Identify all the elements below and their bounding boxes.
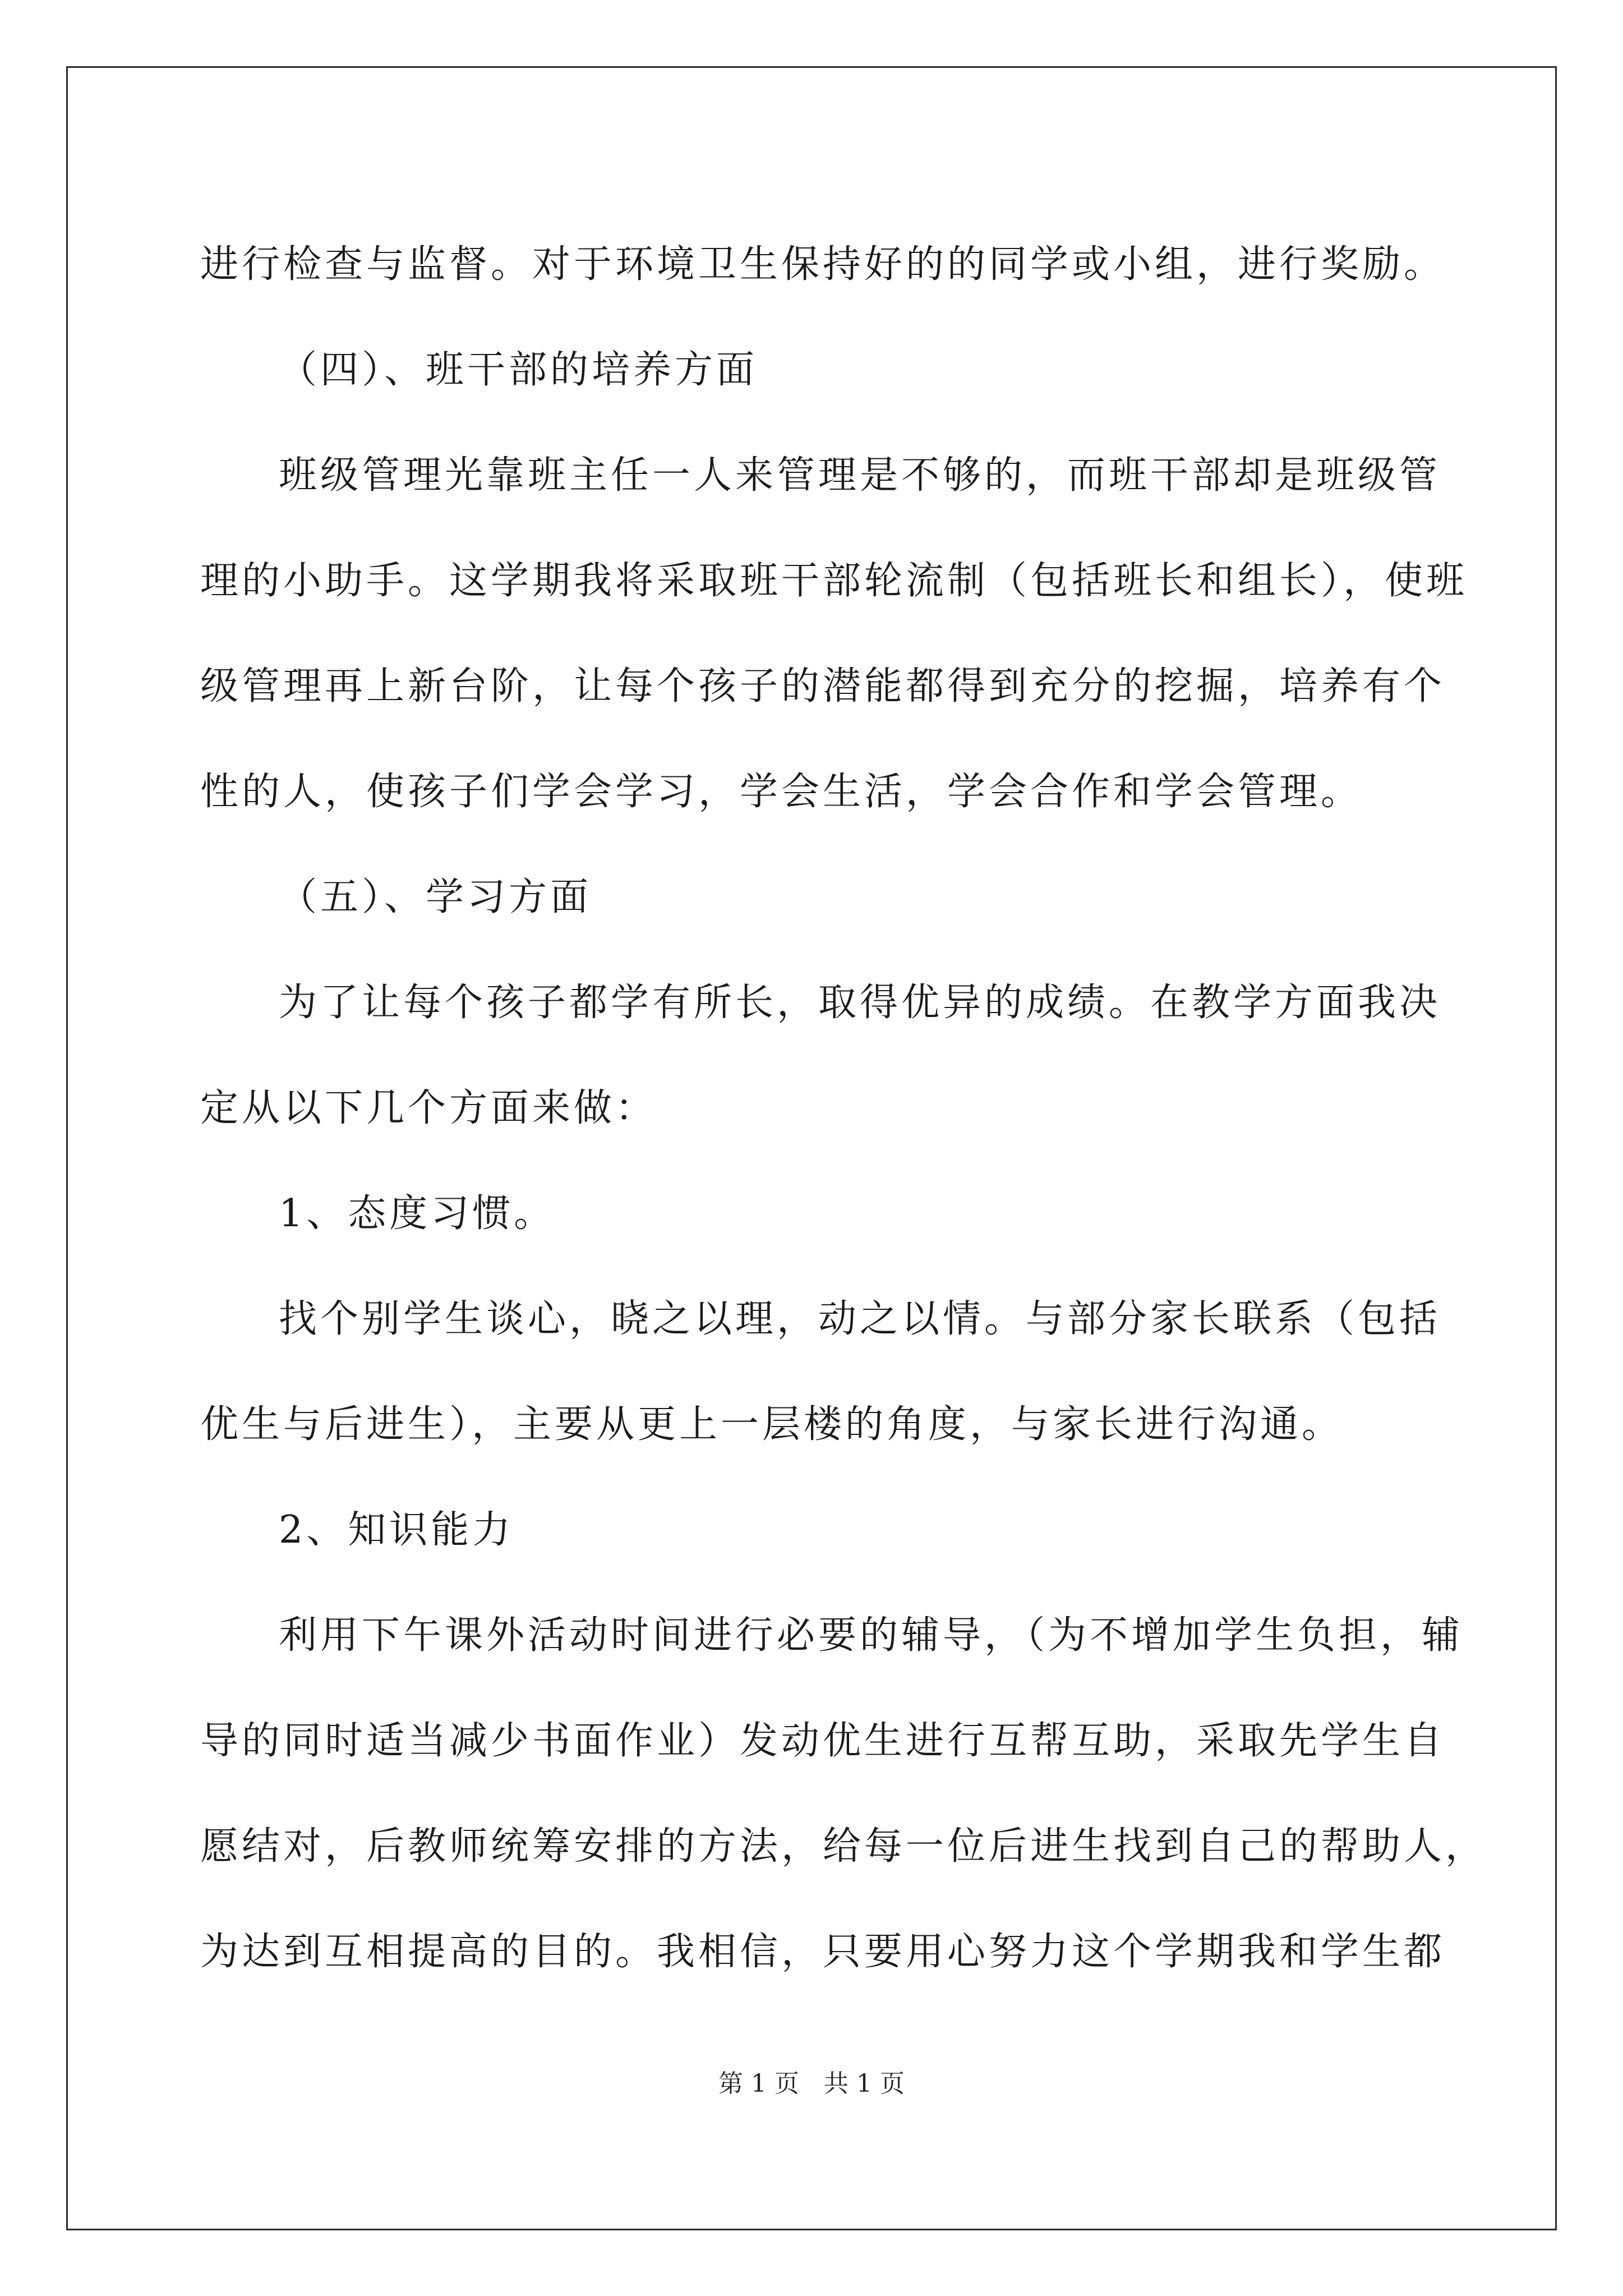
section-heading: （五）、学习方面 [279,875,592,919]
paragraph-line: 性的人，使孩子们学会学习，学会生活，学会合作和学会管理。 [200,770,1363,814]
page-number-footer: 第 1 页 共 1 页 [718,2069,905,2098]
paragraph-line: 进行检查与监督。对于环境卫生保持好的的同学或小组，进行奖励。 [200,242,1446,287]
paragraph-line: 利用下午课外活动时间进行必要的辅导，（为不增加学生负担，辅 [279,1613,1464,1658]
section-heading: （四）、班干部的培养方面 [279,348,758,392]
paragraph-line: 优生与后进生），主要从更上一层楼的角度，与家长进行沟通。 [200,1402,1344,1447]
subsection-heading: 2、知识能力 [279,1508,514,1552]
paragraph-line: 为了让每个孩子都学有所长，取得优异的成绩。在教学方面我决 [279,981,1441,1025]
paragraph-line: 理的小助手。这学期我将采取班干部轮流制（包括班长和组长），使班 [200,559,1468,603]
paragraph-line: 班级管理光靠班主任一人来管理是不够的，而班干部却是班级管 [279,453,1441,498]
paragraph-line: 定从以下几个方面来做： [200,1086,657,1130]
subsection-heading: 1、态度习惯。 [279,1191,556,1236]
paragraph-line: 找个别学生谈心，晓之以理，动之以情。与部分家长联系（包括 [279,1297,1441,1341]
paragraph-line: 级管理再上新台阶，让每个孩子的潜能都得到充分的挖掘，培养有个 [200,664,1446,708]
paragraph-line: 导的同时适当减少书面作业）发动优生进行互帮互助，采取先学生自 [200,1719,1446,1763]
paragraph-line: 愿结对，后教师统筹安排的方法，给每一位后进生找到自己的帮助人， [200,1824,1487,1869]
document-body [200,212,1487,2005]
paragraph-line: 为达到互相提高的目的。我相信，只要用心努力这个学期我和学生都 [200,1930,1446,1974]
